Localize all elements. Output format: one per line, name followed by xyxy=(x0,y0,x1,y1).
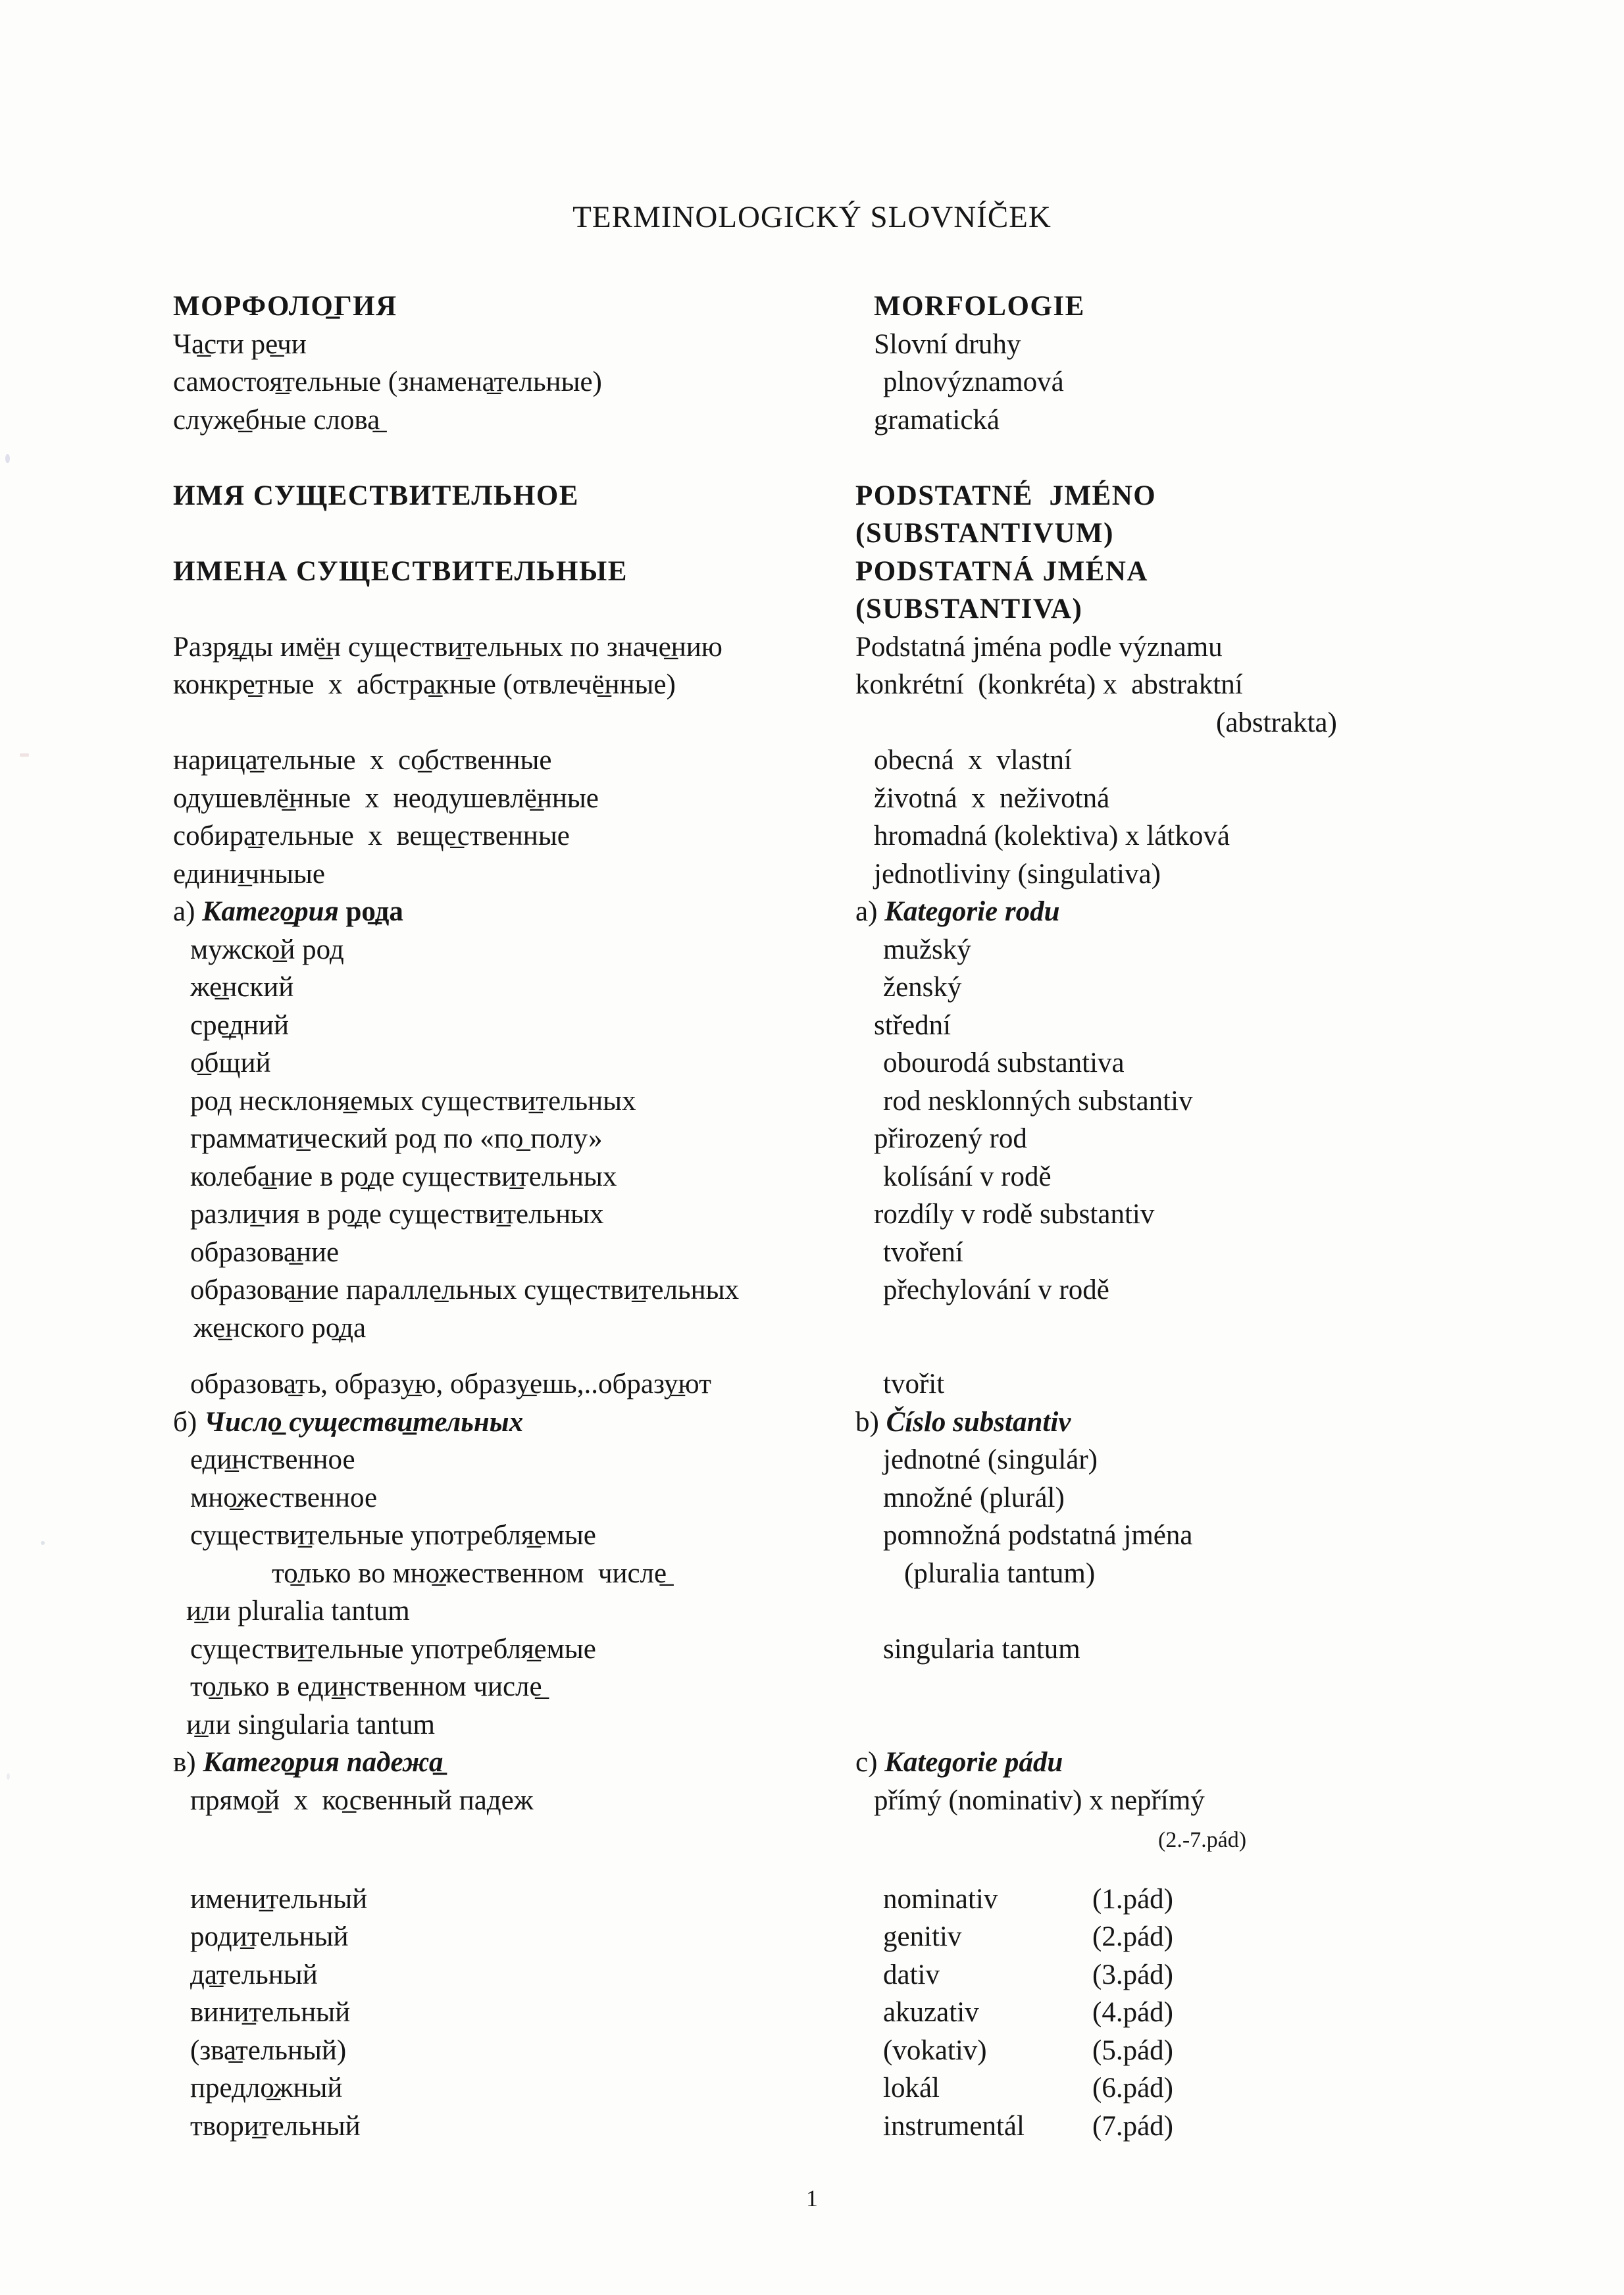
glossary-row xyxy=(173,1120,1588,1158)
czech-term: (2.-7.pád) xyxy=(1158,1828,1247,1852)
czech-term: plnovýznamová xyxy=(883,366,1064,397)
glossary-row xyxy=(173,817,1588,855)
russian-term: служе̲бные слова̲ xyxy=(173,404,380,436)
glossary-row xyxy=(173,1007,1588,1045)
czech-term: kolísání v rodě xyxy=(883,1161,1052,1192)
russian-term: имени̲тельный xyxy=(190,1883,368,1915)
czech-term: c) Kategorie pádu xyxy=(855,1747,1063,1778)
glossary-row xyxy=(173,1196,1588,1234)
czech-term: (pluralia tantum) xyxy=(904,1557,1096,1589)
glossary-row xyxy=(173,553,1588,591)
russian-term: предло̲жный xyxy=(190,2073,343,2104)
russian-term: граммати̲ческий род по «по̲ полу» xyxy=(190,1123,603,1154)
glossary-row xyxy=(173,1592,1588,1630)
glossary-row xyxy=(173,666,1588,704)
glossary-row xyxy=(173,401,1588,440)
glossary-row xyxy=(173,1309,1588,1348)
glossary-row xyxy=(173,1956,1588,1994)
czech-term: (SUBSTANTIVA) xyxy=(855,593,1083,624)
glossary-row xyxy=(173,1782,1588,1820)
czech-term: přímý (nominativ) x nepřímý xyxy=(874,1784,1205,1816)
czech-term: jednotné (singulár) xyxy=(883,1444,1098,1475)
czech-term: jednotliviny (singulativa) xyxy=(874,858,1161,890)
scan-speck xyxy=(7,1773,10,1780)
russian-term: о̲бщий xyxy=(190,1047,271,1078)
russian-term: существи̲тельные употребля̲емые xyxy=(190,1633,596,1665)
glossary-row xyxy=(173,326,1588,364)
scan-speck xyxy=(20,753,29,757)
russian-term: образова̲ние xyxy=(190,1236,340,1268)
russian-term xyxy=(173,1819,855,1857)
case-number: (5.pád) xyxy=(1092,2034,1173,2066)
russian-term: в) Катего̲рия падежа̲ xyxy=(173,1747,444,1778)
czech-term: (vokativ) (5.pád) xyxy=(883,2034,1173,2066)
glossary-row xyxy=(173,2107,1588,2146)
case-number: (2.pád) xyxy=(1092,1921,1173,1952)
scan-speck xyxy=(5,454,10,463)
glossary-table xyxy=(173,288,1588,2145)
russian-term: собира̲тельные х веще̲ственные xyxy=(173,820,570,851)
spacer xyxy=(173,1857,1588,1880)
glossary-row xyxy=(173,1479,1588,1517)
russian-term xyxy=(173,704,855,742)
czech-term: genitiv (2.pád) xyxy=(883,1921,1173,1952)
russian-term: мно̲жественное xyxy=(190,1482,378,1513)
glossary-row xyxy=(173,931,1588,969)
czech-term: hromadná (kolektiva) x látková xyxy=(874,820,1230,851)
czech-term xyxy=(855,1668,1588,1706)
russian-term: одушевлё̲нные х неодушевлё̲нные xyxy=(173,782,599,814)
russian-term: едини̲чныые xyxy=(173,858,325,890)
case-number: (3.pád) xyxy=(1092,1959,1173,1990)
russian-term: Разря̲ды имё̲н существи̲тельных по значе̲нию xyxy=(173,631,723,663)
czech-term: instrumentál (7.pád) xyxy=(883,2110,1173,2142)
glossary-row xyxy=(173,1630,1588,1669)
russian-term: образова̲ние паралле̲льных существи̲тельных xyxy=(190,1274,739,1305)
czech-term: PODSTATNÉ JMÉNO xyxy=(855,480,1157,511)
glossary-section-heading xyxy=(173,893,1588,931)
glossary-row xyxy=(173,1082,1588,1121)
czech-term: rozdíly v rodě substantiv xyxy=(874,1199,1155,1230)
glossary-row xyxy=(173,515,1588,553)
russian-term: МОРФОЛО̲ГИЯ xyxy=(173,291,397,322)
glossary-row xyxy=(173,1555,1588,1593)
russian-term: конкре̲тные х абстра̲кные (отвлечё̲нные) xyxy=(173,669,676,700)
czech-term: obourodá substantiva xyxy=(883,1047,1125,1078)
czech-term: životná x neživotná xyxy=(874,782,1110,814)
glossary-row xyxy=(173,780,1588,818)
glossary-row xyxy=(173,1668,1588,1706)
glossary-row xyxy=(173,1880,1588,1919)
russian-term: ИМЕНА СУЩЕСТВИТЕЛЬНЫЕ xyxy=(173,555,628,587)
russian-term: ИМЯ СУЩЕСТВИТЕЛЬНОЕ xyxy=(173,480,579,511)
russian-term xyxy=(173,515,855,553)
czech-term: tvořit xyxy=(883,1369,945,1400)
russian-term: прямо̲й х ко̲свенный падеж xyxy=(190,1784,534,1816)
czech-term: (abstrakta) xyxy=(1216,707,1337,738)
scan-speck xyxy=(41,1541,45,1545)
czech-term: množné (plurál) xyxy=(883,1482,1065,1513)
case-number: (6.pád) xyxy=(1092,2073,1173,2104)
glossary-row xyxy=(173,590,1588,628)
russian-term: а) Катего̲рия ро̲да xyxy=(173,896,403,927)
russian-term: же̲нский xyxy=(190,972,294,1003)
glossary-row xyxy=(173,1158,1588,1196)
russian-term: (зва̲тельный) xyxy=(190,2034,347,2066)
czech-term: (SUBSTANTIVUM) xyxy=(855,518,1114,549)
russian-term: самостоя̲тельные (знамена̲тельные) xyxy=(173,366,602,397)
czech-term: mužský xyxy=(883,934,971,965)
russian-term: еди̲нственное xyxy=(190,1444,355,1475)
glossary-row xyxy=(173,2069,1588,2107)
russian-term: вини̲тельный xyxy=(190,1997,351,2028)
czech-term: Slovní druhy xyxy=(874,328,1021,360)
czech-term: dativ (3.pád) xyxy=(883,1959,1173,1990)
russian-term: б) Число̲ существи̲тельных xyxy=(173,1406,524,1438)
czech-term: lokál (6.pád) xyxy=(883,2073,1173,2104)
glossary-row xyxy=(173,1517,1588,1555)
glossary-row xyxy=(173,1365,1588,1403)
glossary-row xyxy=(173,1918,1588,1956)
glossary-row xyxy=(173,363,1588,401)
czech-term: tvoření xyxy=(883,1236,963,1268)
glossary-row xyxy=(173,1706,1588,1744)
glossary-row xyxy=(173,704,1588,742)
russian-term: да̲тельный xyxy=(190,1959,318,1990)
russian-term: сре̲дний xyxy=(190,1009,290,1041)
glossary-row xyxy=(173,477,1588,515)
glossary-row xyxy=(173,969,1588,1007)
russian-term: колеба̲ние в ро̲де существи̲тельных xyxy=(190,1161,617,1192)
glossary-section-heading xyxy=(173,1403,1588,1442)
czech-term: a) Kategorie rodu xyxy=(855,896,1060,927)
czech-term: přechylování v rodě xyxy=(883,1274,1109,1305)
glossary-row xyxy=(173,1044,1588,1082)
glossary-section-heading xyxy=(173,1744,1588,1782)
glossary-row xyxy=(173,2032,1588,2070)
spacer xyxy=(173,439,1588,477)
russian-term xyxy=(173,590,855,628)
russian-term: и̲ли pluralia tantum xyxy=(186,1596,410,1627)
glossary-row xyxy=(173,855,1588,894)
glossary-row xyxy=(173,1994,1588,2032)
czech-term xyxy=(855,1706,1588,1744)
case-number: (1.pád) xyxy=(1092,1883,1173,1915)
czech-term: MORFOLOGIE xyxy=(874,291,1085,322)
russian-term: то̲лько в еди̲нственном числе̲ xyxy=(190,1671,542,1702)
document-title: TERMINOLOGICKÝ SLOVNÍČEK xyxy=(572,200,1052,234)
russian-term: же̲нского ро̲да xyxy=(193,1312,367,1344)
glossary-row xyxy=(173,1819,1588,1857)
czech-term: nominativ (1.pád) xyxy=(883,1883,1173,1915)
czech-term xyxy=(855,1592,1588,1630)
russian-term: Ча̲сти ре̲чи xyxy=(173,328,307,360)
czech-term: ženský xyxy=(883,972,962,1003)
czech-term: přirozený rod xyxy=(874,1123,1027,1154)
czech-term: singularia tantum xyxy=(883,1633,1080,1665)
russian-term: то̲лько во мно̲жественном числе̲ xyxy=(272,1557,667,1589)
glossary-row xyxy=(173,1441,1588,1479)
russian-term: и̲ли singularia tantum xyxy=(186,1709,435,1740)
czech-term: střední xyxy=(874,1009,952,1041)
czech-term xyxy=(855,1309,1588,1348)
russian-term: роди̲тельный xyxy=(190,1921,349,1952)
russian-term: разли̲чия в ро̲де существи̲тельных xyxy=(190,1199,604,1230)
page-number: 1 xyxy=(806,2185,818,2211)
glossary-row xyxy=(173,288,1588,326)
czech-term: PODSTATNÁ JMÉNA xyxy=(855,555,1148,587)
czech-term: gramatická xyxy=(874,404,1000,436)
czech-term: akuzativ (4.pád) xyxy=(883,1997,1173,2028)
glossary-row xyxy=(173,1271,1588,1309)
russian-term: род несклоня̲емых существи̲тельных xyxy=(190,1085,636,1117)
czech-term: pomnožná podstatná jména xyxy=(883,1520,1193,1551)
russian-term: мужско̲й род xyxy=(190,934,344,965)
russian-term: существи̲тельные употребля̲емые xyxy=(190,1520,596,1551)
russian-term: образова̲ть, образу̲ю, образу̲ешь,..образу̲ют xyxy=(190,1369,711,1400)
czech-term: konkrétní (konkréta) x abstraktní xyxy=(855,669,1243,700)
czech-term: b) Číslo substantiv xyxy=(855,1406,1071,1438)
case-number: (4.pád) xyxy=(1092,1997,1173,2028)
czech-term: obecná x vlastní xyxy=(874,745,1072,776)
glossary-row xyxy=(173,628,1588,667)
glossary-row xyxy=(173,742,1588,780)
case-number: (7.pád) xyxy=(1092,2110,1173,2142)
czech-term: rod nesklonných substantiv xyxy=(883,1085,1193,1117)
czech-term: Podstatná jména podle významu xyxy=(855,631,1223,663)
glossary-row xyxy=(173,1234,1588,1272)
russian-term: нарица̲тельные х со̲бственные xyxy=(173,745,552,776)
russian-term: твори̲тельный xyxy=(190,2110,361,2142)
spacer xyxy=(173,1347,1588,1365)
